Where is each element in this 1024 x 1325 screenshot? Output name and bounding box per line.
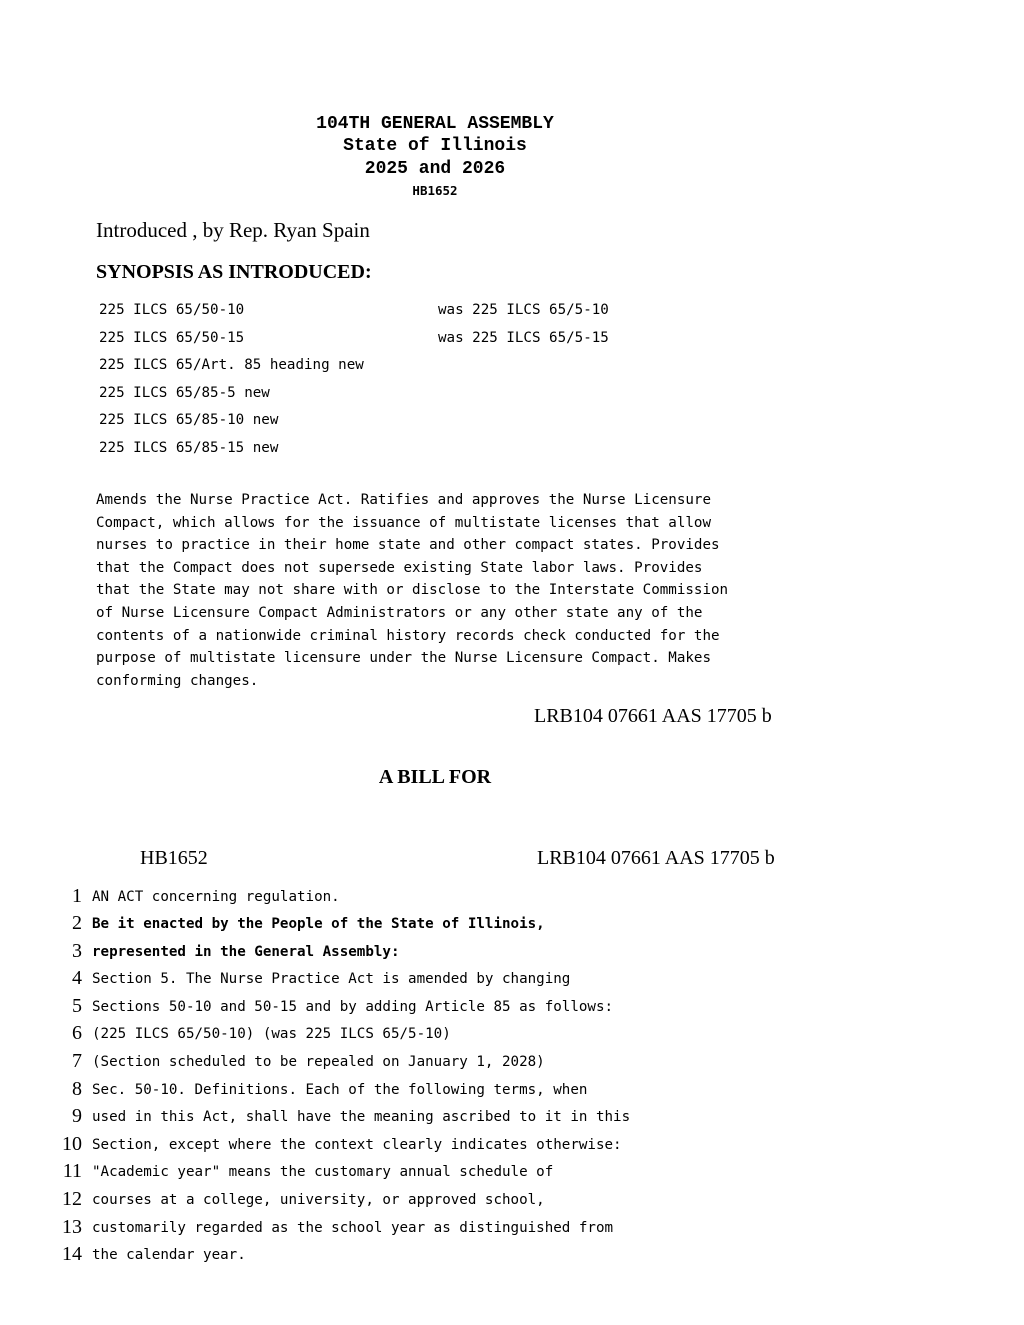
- line-number: 8: [72, 1078, 82, 1100]
- ilcs-was: was 225 ILCS 65/5-10: [438, 302, 609, 318]
- ilcs-cite: 225 ILCS 65/85-15 new: [99, 440, 279, 456]
- bill-line: customarily regarded as the school year as distinguished from: [92, 1220, 614, 1236]
- bill-line: Section, except where the context clearly indicates otherwise:: [92, 1137, 622, 1153]
- years-heading: 2025 and 2026: [364, 159, 506, 179]
- bill-line: (Section scheduled to be repealed on January 1, 2028): [92, 1054, 545, 1070]
- line-number: 12: [62, 1188, 82, 1210]
- ilcs-cite: 225 ILCS 65/85-10 new: [99, 412, 279, 428]
- line-number: 5: [72, 995, 82, 1017]
- bill-for-heading: A BILL FOR: [378, 766, 492, 788]
- bill-line: courses at a college, university, or approved school,: [92, 1192, 545, 1208]
- bill-line: Sections 50-10 and 50-15 and by adding Article 85 as follows:: [92, 999, 614, 1015]
- line-number: 1: [72, 885, 82, 907]
- line-number: 2: [72, 912, 82, 934]
- line-number: 14: [62, 1243, 82, 1265]
- state-heading: State of Illinois: [343, 136, 527, 156]
- bill-number: HB1652: [412, 183, 458, 198]
- ilcs-cite: 225 ILCS 65/50-15: [99, 330, 245, 346]
- summary-line: contents of a nationwide criminal history records check conducted for the: [96, 627, 720, 644]
- lrb-code: LRB104 07661 AAS 17705 b: [534, 705, 772, 727]
- running-header-lrb: LRB104 07661 AAS 17705 b: [537, 847, 775, 869]
- bill-line: (225 ILCS 65/50-10) (was 225 ILCS 65/5-10): [92, 1026, 451, 1042]
- bill-line: used in this Act, shall have the meaning ascribed to it in this: [92, 1109, 631, 1125]
- bill-line: Sec. 50-10. Definitions. Each of the following terms, when: [92, 1082, 588, 1098]
- summary-line: Compact, which allows for the issuance of multistate licenses that allow: [96, 514, 711, 531]
- line-number: 4: [72, 967, 82, 989]
- line-number: 7: [72, 1050, 82, 1072]
- line-number: 6: [72, 1022, 82, 1044]
- line-number: 13: [62, 1216, 82, 1238]
- ilcs-cite: 225 ILCS 65/85-5 new: [99, 385, 270, 401]
- line-number: 3: [72, 940, 82, 962]
- summary-line: nurses to practice in their home state and other compact states. Provides: [96, 537, 720, 554]
- synopsis-title: SYNOPSIS AS INTRODUCED:: [96, 261, 372, 283]
- line-number: 11: [62, 1160, 82, 1182]
- ilcs-cite: 225 ILCS 65/50-10: [99, 302, 245, 318]
- running-header-bill: HB1652: [140, 847, 208, 869]
- bill-line: AN ACT concerning regulation.: [92, 889, 340, 905]
- ilcs-cite: 225 ILCS 65/Art. 85 heading new: [99, 357, 364, 373]
- introduced-by: Introduced , by Rep. Ryan Spain: [96, 218, 370, 242]
- bill-line: the calendar year.: [92, 1247, 246, 1263]
- bill-line: Section 5. The Nurse Practice Act is amended by changing: [92, 971, 571, 987]
- line-number: 10: [62, 1133, 82, 1155]
- summary-line: that the Compact does not supersede existing State labor laws. Provides: [96, 559, 703, 576]
- bill-line: Be it enacted by the People of the State of Illinois,: [92, 916, 545, 932]
- summary-line: of Nurse Licensure Compact Administrators or any other state any of the: [96, 604, 703, 621]
- synopsis-summary: [96, 489, 796, 692]
- summary-line: conforming changes.: [96, 672, 259, 689]
- summary-line: purpose of multistate licensure under the Nurse Licensure Compact. Makes: [96, 650, 711, 667]
- bill-line: represented in the General Assembly:: [92, 944, 400, 960]
- ilcs-was: was 225 ILCS 65/5-15: [438, 330, 609, 346]
- line-number: 9: [72, 1105, 82, 1127]
- summary-line: Amends the Nurse Practice Act. Ratifies and approves the Nurse Licensure: [96, 492, 711, 508]
- assembly-heading: 104TH GENERAL ASSEMBLY: [316, 114, 554, 134]
- summary-line: that the State may not share with or disclose to the Interstate Commission: [96, 582, 729, 599]
- bill-line: "Academic year" means the customary annual schedule of: [92, 1164, 554, 1180]
